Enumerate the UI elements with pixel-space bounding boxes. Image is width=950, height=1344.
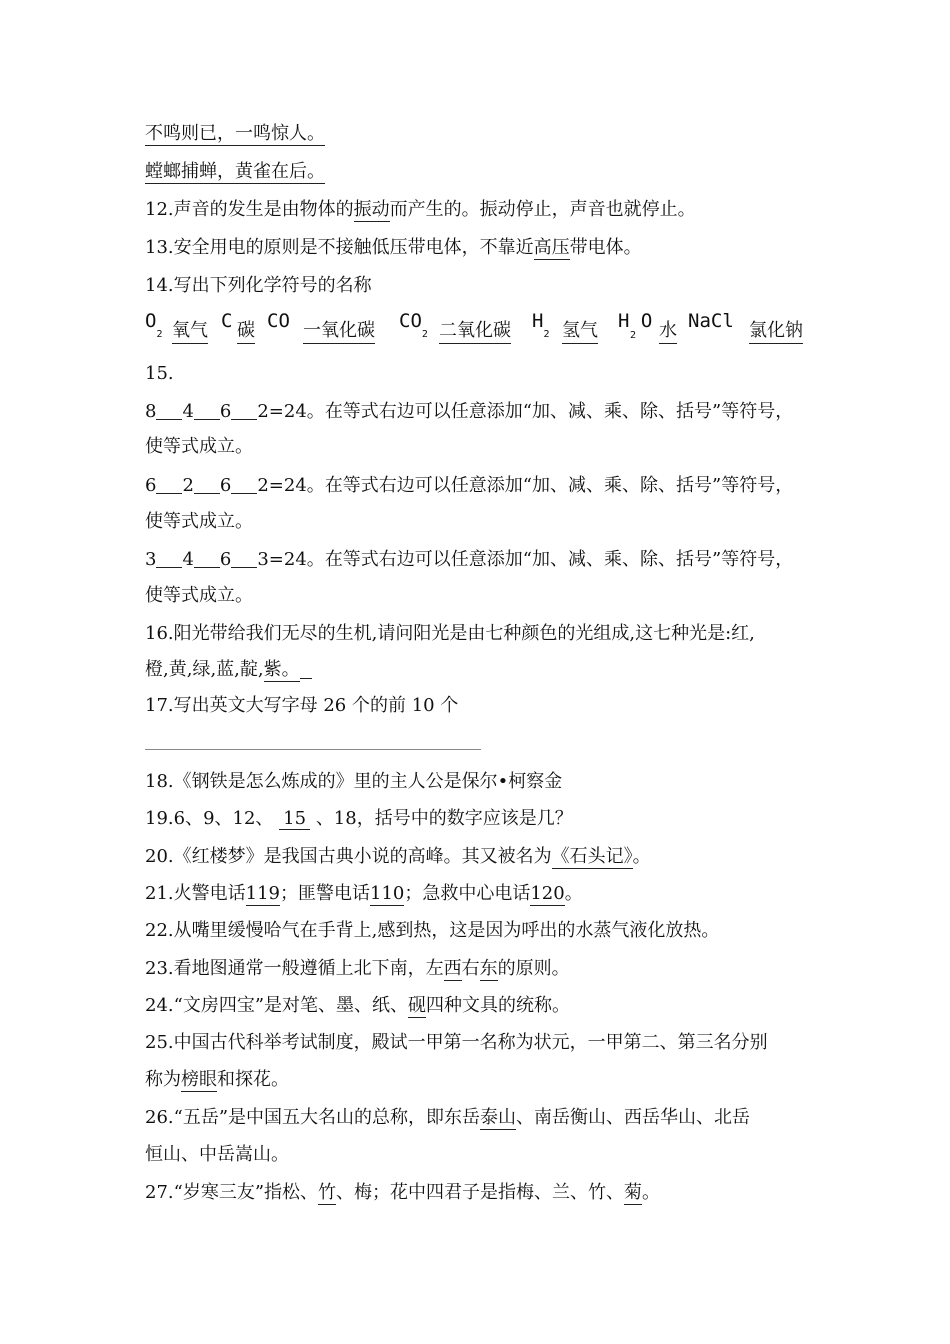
chem-name: 氧气 [172,316,208,344]
question-26: 26.“五岳”是中国五大名山的总称，即东岳泰山、南岳衡山、西岳华山、北岳 [145,1107,751,1128]
chemical-symbols-row [145,310,825,350]
question-22: 22.从嘴里缓慢哈气在手背上,感到热，这是因为呼出的水蒸气液化放热。 [145,920,720,941]
equation-3-cont: 使等式成立。 [145,585,253,606]
question-27: 27.“岁寒三友”指松、竹、梅；花中四君子是指梅、兰、竹、菊。 [145,1182,661,1203]
idiom-line-2: 螳螂捕蝉，黄雀在后。 [145,161,325,182]
question-13: 13.安全用电的原则是不接触低压带电体，不靠近高压带电体。 [145,237,642,258]
chem-symbol: CO [267,310,290,332]
question-19: 19.6、9、12、 15 、18，括号中的数字应该是几？ [145,808,573,829]
question-25: 25.中国古代科举考试制度，殿试一甲第一名称为状元，一甲第二、第三名分别 [145,1032,768,1053]
question-21: 21.火警电话119；匪警电话110；急救中心电话120。 [145,883,583,904]
question-26-cont: 恒山、中岳嵩山。 [145,1144,289,1165]
answer-blank [194,549,220,568]
answer-blank [156,401,182,420]
answer-blank [156,475,182,494]
chem-name: 氯化钠 [749,316,803,344]
question-16-cont: 橙,黄,绿,蓝,靛,紫。 [145,657,312,682]
equation-2: 6 2 6 2=24。在等式右边可以任意添加“加、减、乘、除、括号”等符号， [145,475,794,496]
question-23: 23.看地图通常一般遵循上北下南，左西右东的原则。 [145,958,570,979]
equation-1-cont: 使等式成立。 [145,436,253,457]
chem-symbol: $CO_2$ [399,310,428,340]
chem-symbol: $O_2$ [145,310,163,340]
question-15-label: 15. [145,363,174,384]
chem-name: 氢气 [562,316,598,344]
answer-blank [231,401,257,420]
answer-blank [194,401,220,420]
chem-symbol: H O 2 [618,310,653,341]
idiom-line-1: 不鸣则已，一鸣惊人。 [145,123,325,144]
chem-symbol: $H_2$ [532,310,550,340]
chem-name: 碳 [237,316,255,344]
chem-name: 二氧化碳 [439,316,511,344]
question-14: 14.写出下列化学符号的名称 [145,275,372,296]
answer-blank [231,549,257,568]
question-16: 16.阳光带给我们无尽的生机,请问阳光是由七种颜色的光组成,这七种光是:红, [145,623,755,644]
equation-3: 3 4 6 3=24。在等式右边可以任意添加“加、减、乘、除、括号”等符号， [145,549,794,570]
chem-name: 水 [659,316,677,344]
chem-name: 一氧化碳 [303,316,375,344]
answer-blank [231,475,257,494]
question-24: 24.“文房四宝”是对笔、墨、纸、砚四种文具的统称。 [145,995,571,1016]
chem-symbol: NaCl [688,310,734,332]
answer-blank [156,549,182,568]
question-18: 18.《钢铁是怎么炼成的》里的主人公是保尔•柯察金 [145,771,563,792]
question-25-cont: 称为榜眼和探花。 [145,1069,289,1090]
question-20: 20.《红楼梦》是我国古典小说的高峰。其又被名为《石头记》。 [145,846,651,867]
answer-line [145,749,481,750]
equation-1: 8 4 6 2=24。在等式右边可以任意添加“加、减、乘、除、括号”等符号， [145,401,794,422]
question-12: 12.声音的发生是由物体的振动而产生的。振动停止，声音也就停止。 [145,199,696,220]
question-17: 17.写出英文大写字母 26 个的前 10 个 [145,695,459,716]
chem-symbol: C [221,310,233,332]
answer-blank [194,475,220,494]
equation-2-cont: 使等式成立。 [145,511,253,532]
